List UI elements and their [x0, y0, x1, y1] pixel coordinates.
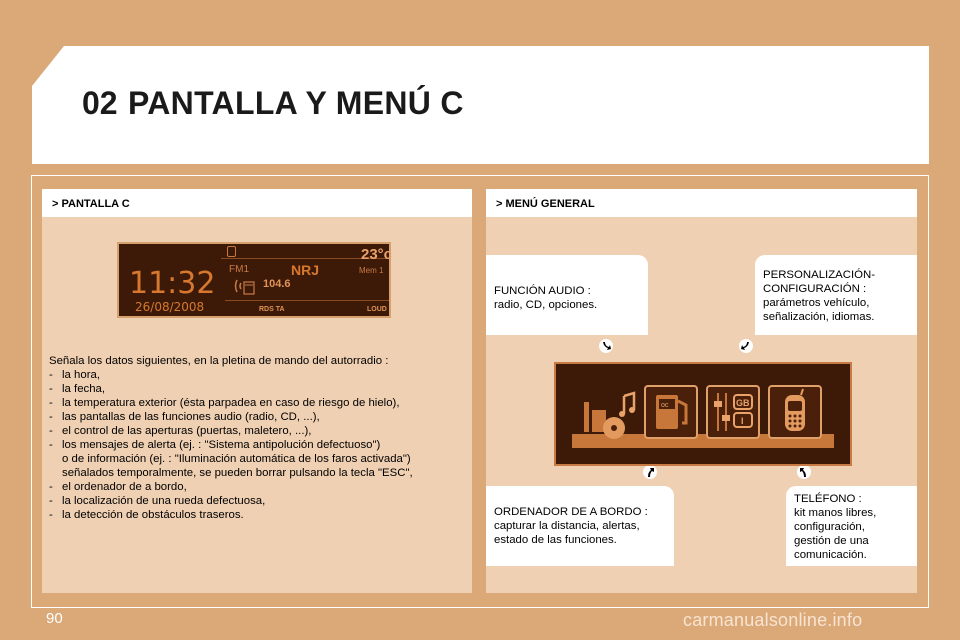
card-title: PERSONALIZACIÓN-: [763, 269, 876, 281]
list-item: - el control de las aperturas (puertas, maletero, ...),: [49, 424, 469, 438]
panel-heading-pantalla: > PANTALLA C: [42, 189, 472, 217]
card-text: gestión de una: [794, 535, 869, 547]
page-title: PANTALLA Y MENÚ C: [128, 85, 464, 121]
card-text: kit manos libres,: [794, 507, 877, 519]
feature-list-continued: [49, 480, 469, 522]
pantalla-description: [49, 354, 469, 522]
card-text: parámetros vehículo,: [763, 297, 870, 309]
card-text: capturar la distancia, alertas,: [494, 520, 640, 532]
card-telephone: [786, 486, 917, 566]
card-audio-function: [486, 255, 648, 335]
description-intro: Señala los datos siguientes, en la pletina de mando del autorradio :: [49, 355, 389, 367]
card-text: estado de las funciones.: [494, 534, 617, 546]
menu-tile-telephone: [768, 385, 822, 439]
card-text: radio, CD, opciones.: [494, 299, 598, 311]
list-item: - la detección de obstáculos traseros.: [49, 508, 469, 522]
phone-icon: [227, 246, 236, 257]
list-item: - los mensajes de alerta (ej. : "Sistema antipolución defectuoso"): [49, 438, 469, 452]
list-item: - la hora,: [49, 368, 469, 382]
display-loud: LOUD: [367, 306, 387, 313]
card-personalization: [755, 255, 917, 335]
menu-i-label: I: [741, 416, 744, 426]
list-item: - la temperatura exterior (ésta parpadea en caso de riesgo de hielo),: [49, 396, 469, 410]
card-text: señalización, idiomas.: [763, 311, 875, 323]
panel-heading-menu: > MENÚ GENERAL: [486, 189, 917, 217]
display-divider: [225, 300, 389, 301]
feature-list: [49, 368, 469, 452]
list-item: - la fecha,: [49, 382, 469, 396]
list-continuation: señalados temporalmente, se pueden borrar pulsando la tecla "ESC",: [62, 467, 413, 479]
fuel-pump-icon: [646, 387, 696, 437]
display-frequency: 104.6: [263, 278, 291, 290]
card-trip-computer: [486, 486, 674, 566]
watermark: carmanualsonline.info: [683, 610, 863, 630]
page-number: 90: [46, 610, 63, 627]
display-station: NRJ: [291, 262, 320, 278]
list-continuation: o de información (ej. : "Iluminación automática de los faros activada"): [62, 453, 411, 465]
radio-signal-icon: [233, 274, 257, 298]
menu-gb-label: GB: [736, 398, 750, 408]
list-item: - las pantallas de las funciones audio (radio, CD, ...),: [49, 410, 469, 424]
arrow-up-right-icon: [643, 465, 657, 479]
arrow-up-left-icon: [797, 465, 811, 479]
list-item: - el ordenador de a bordo,: [49, 480, 469, 494]
display-temperature: 23°c: [361, 246, 393, 263]
display-time: 11:32: [129, 266, 216, 301]
music-note-icon: [580, 388, 642, 442]
sliders-icon: [708, 387, 758, 437]
menu-oc-label: oc: [661, 402, 669, 409]
menu-icons-row: [572, 380, 834, 452]
card-title: ORDENADOR DE A BORDO :: [494, 506, 648, 518]
card-text: comunicación.: [794, 549, 867, 561]
display-memory: Mem 1: [359, 266, 384, 275]
card-title: FUNCIÓN AUDIO :: [494, 285, 591, 297]
display-rds: RDS TA: [259, 306, 285, 313]
radio-display: [117, 242, 391, 318]
arrow-down-left-icon: [739, 339, 753, 353]
card-text: configuración,: [794, 521, 865, 533]
arrow-down-right-icon: [599, 339, 613, 353]
card-title: CONFIGURACIÓN :: [763, 283, 867, 295]
chapter-number: 02: [82, 85, 118, 121]
card-title: TELÉFONO :: [794, 493, 862, 505]
menu-tile-computer: [644, 385, 698, 439]
display-date: 26/08/2008: [135, 300, 205, 314]
mobile-phone-icon: [770, 387, 820, 437]
display-band: FM1: [229, 264, 249, 275]
menu-tile-settings: [706, 385, 760, 439]
list-item: - la localización de una rueda defectuosa,: [49, 494, 469, 508]
menu-display: [554, 362, 852, 466]
